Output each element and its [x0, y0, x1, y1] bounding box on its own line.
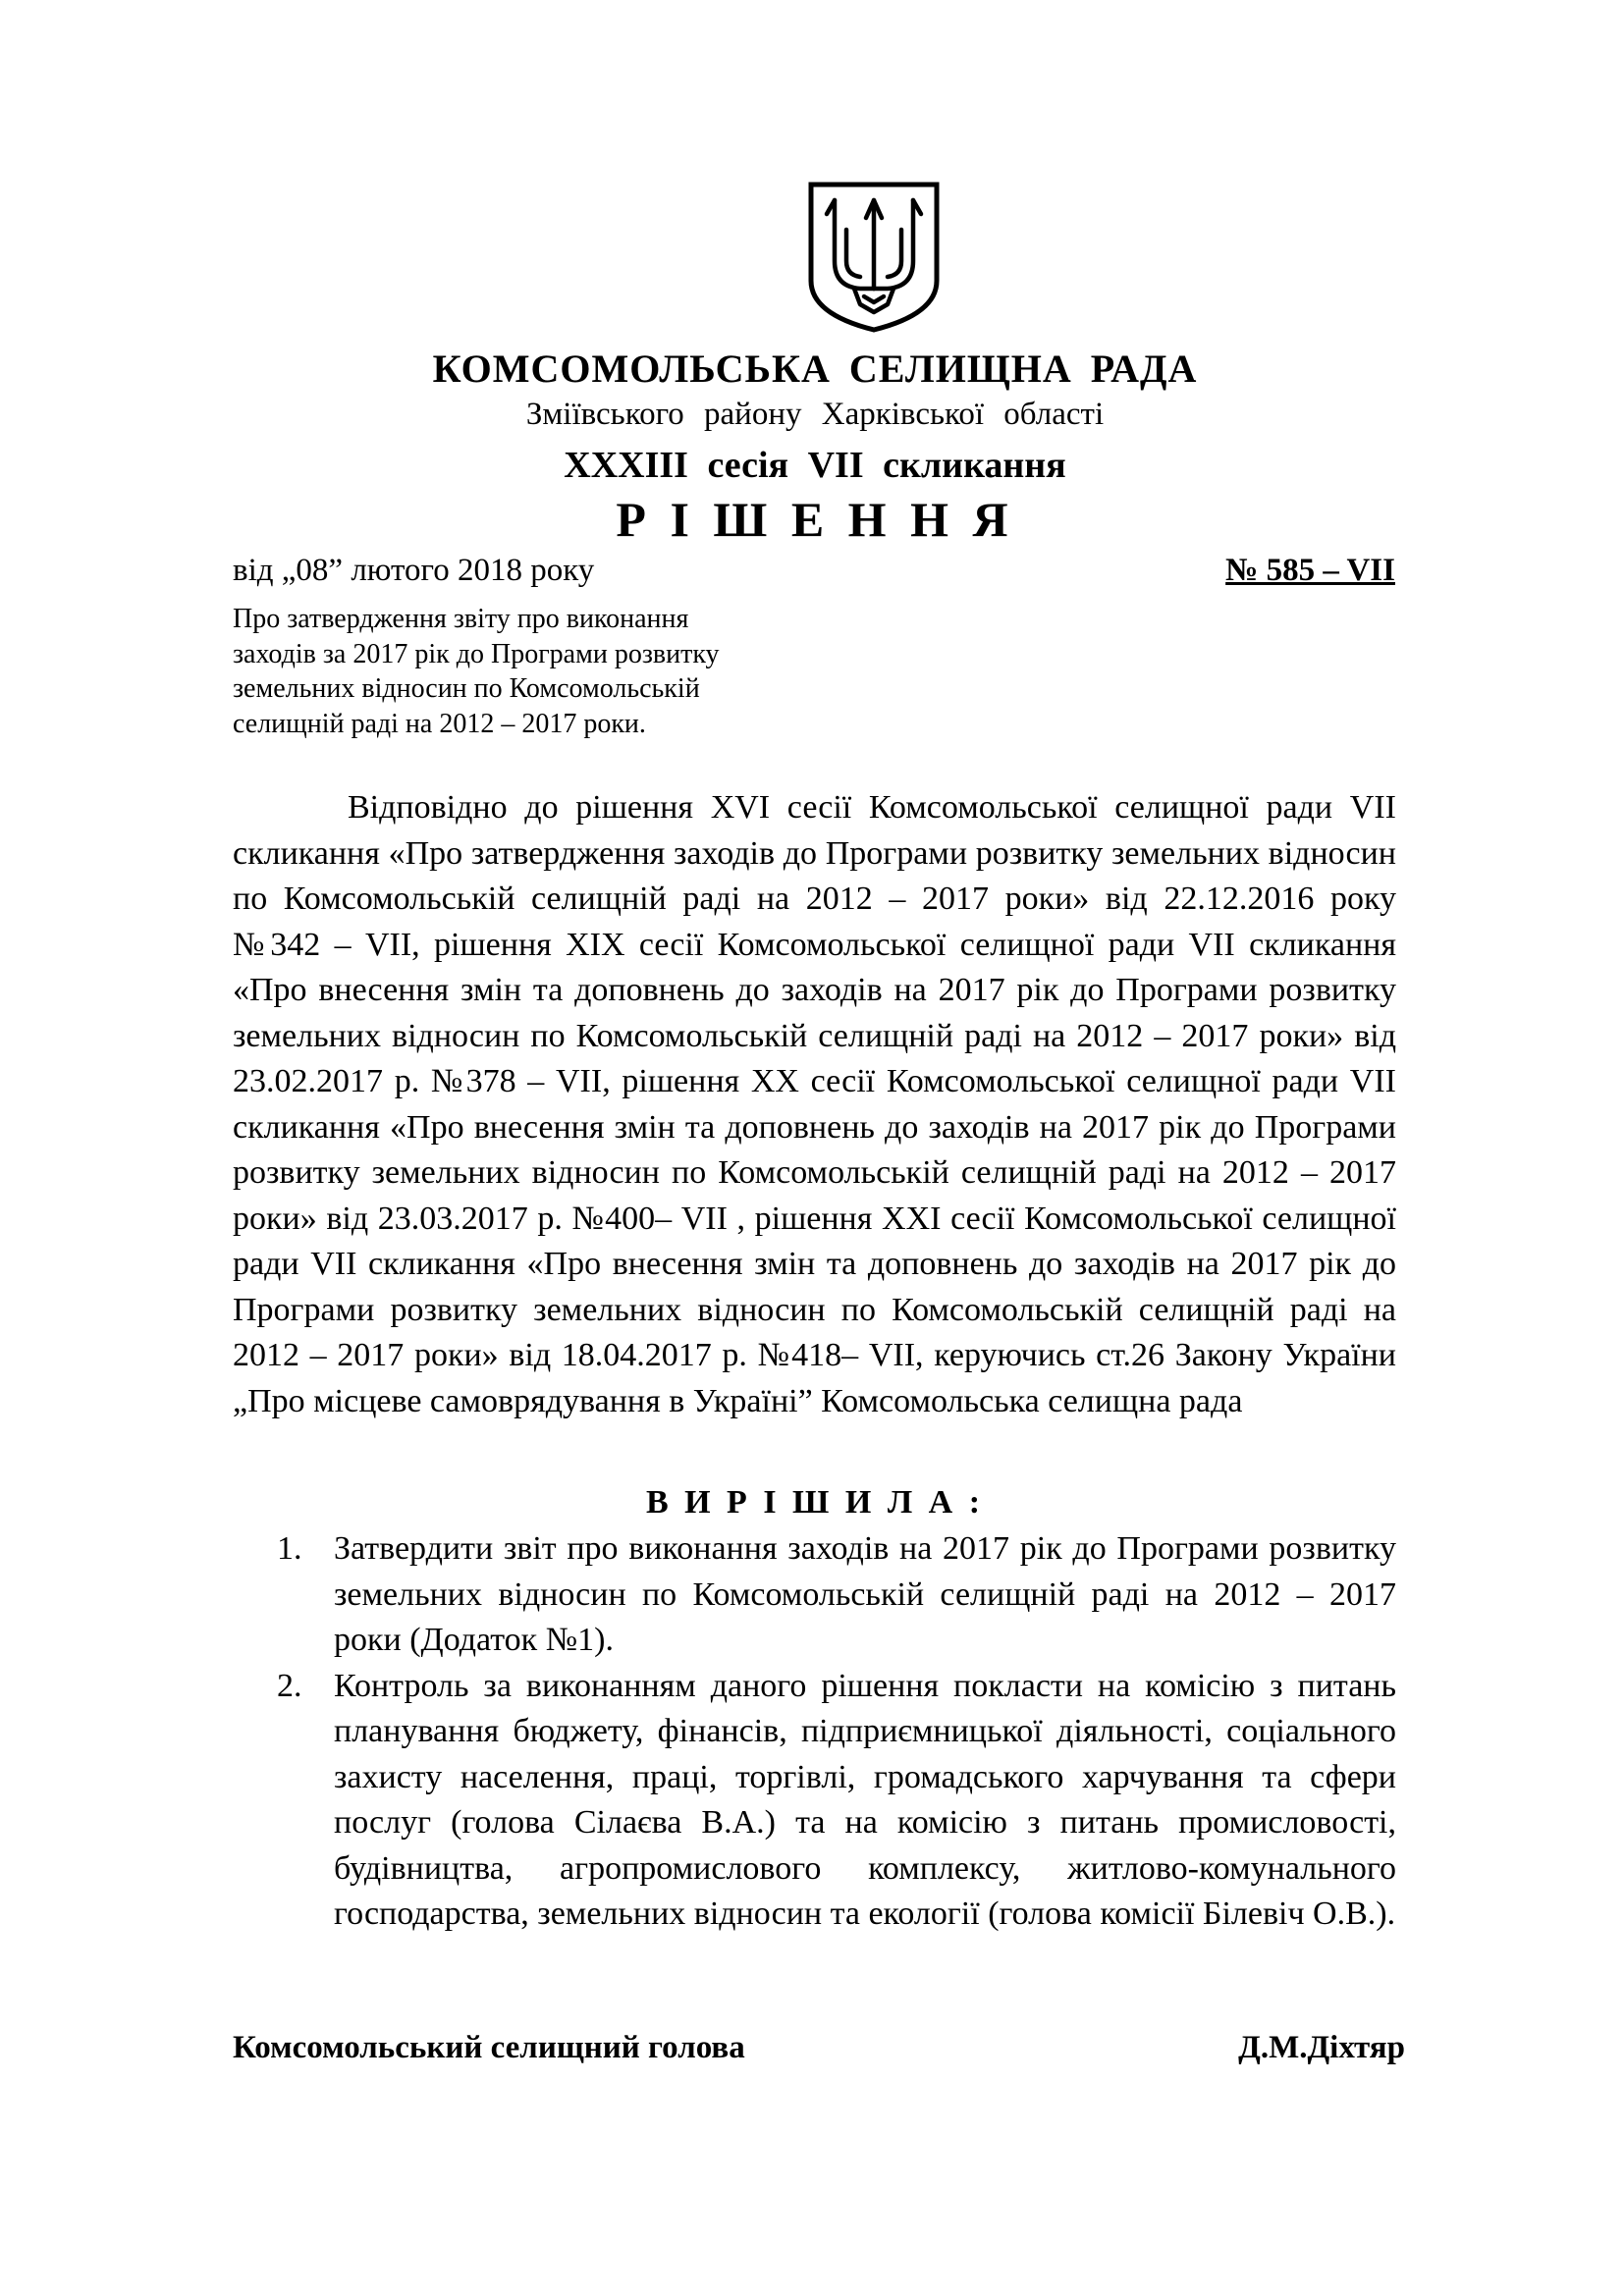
signatory-title: Комсомольський селищний голова	[233, 2030, 745, 2065]
decision-item	[233, 1526, 1396, 1664]
subject-line: заходів за 2017 рік до Програми розвитку	[233, 638, 720, 669]
session-line: XXXIII сесія VII скликання	[564, 445, 1066, 486]
document-subject	[233, 602, 720, 741]
decision-number: 2.	[277, 1667, 302, 1704]
decision-text: Контроль за виконанням даного рішення покласти на комісію з питань планування бюджету, фінансів, підприємницької діяльності, соціального захисту населення, праці, торгівлі, громадського харчування та сфери послуг (голова Сілаєва В.А.) та на комісію з питань промисловості, будівництва, агропромислового комплексу, житлово-комунального господарства, земельних відносин та екології (голова комісії Білевіч О.В.).	[334, 1667, 1396, 1932]
document-type-heading: Р І Ш Е Н Н Я	[616, 492, 1014, 547]
resolution-heading: В И Р І Ш И Л А :	[645, 1484, 985, 1521]
council-region: Зміївського району Харківської області	[525, 397, 1105, 432]
preamble-paragraph: Відповідно до рішення XVI сесії Комсомольської селищної ради VII скликання «Про затвердження заходів до Програми розвитку земельних відносин по Комсомольській селищній раді на 2012 – 2017 роки» від 22.12.2016 року №342 – VII, рішення XIX сесії Комсомольської селищної ради VII скликання «Про внесення змін та доповнень до заходів на 2017 рік до Програми розвитку земельних відносин по Комсомольській селищній раді на 2012 – 2017 роки» від 23.02.2017 р. №378 – VII, рішення XX сесії Комсомольської селищної ради VII скликання «Про внесення змін та доповнень до заходів на 2017 рік до Програми розвитку земельних відносин по Комсомольській селищній раді на 2012 – 2017 роки» від 23.03.2017 р. №400– VII , рішення XXI сесії Комсомольської селищної ради VII скликання «Про внесення змін та доповнень до заходів на 2017 рік до Програми розвитку земельних відносин по Комсомольській селищній раді на 2012 – 2017 роки» від 18.04.2017 р. №418– VII, керуючись ст.26 Закону України „Про місцеве самоврядування в Україні” Комсомольська селищна рада	[233, 789, 1396, 1419]
decision-text: Затвердити звіт про виконання заходів на 2017 рік до Програми розвитку земельних відносин по Комсомольській селищній раді на 2012 – 2017 роки (Додаток №1).	[334, 1530, 1396, 1658]
document-date: від „08” лютого 2018 року	[233, 553, 595, 588]
document-number: № 585 – VII	[1225, 553, 1395, 588]
decision-number: 1.	[277, 1530, 302, 1567]
decision-list	[233, 1526, 1396, 1938]
decision-item	[233, 1664, 1396, 1938]
coat-of-arms-trident-icon	[805, 179, 943, 334]
subject-line: Про затвердження звіту про виконання	[233, 604, 689, 634]
subject-line: селищній раді на 2012 – 2017 роки.	[233, 708, 646, 739]
signatory-name: Д.М.Діхтяр	[1238, 2030, 1405, 2065]
council-name: КОМСОМОЛЬСЬКА СЕЛИЩНА РАДА	[432, 347, 1198, 391]
subject-line: земельних відносин по Комсомольській	[233, 673, 700, 704]
